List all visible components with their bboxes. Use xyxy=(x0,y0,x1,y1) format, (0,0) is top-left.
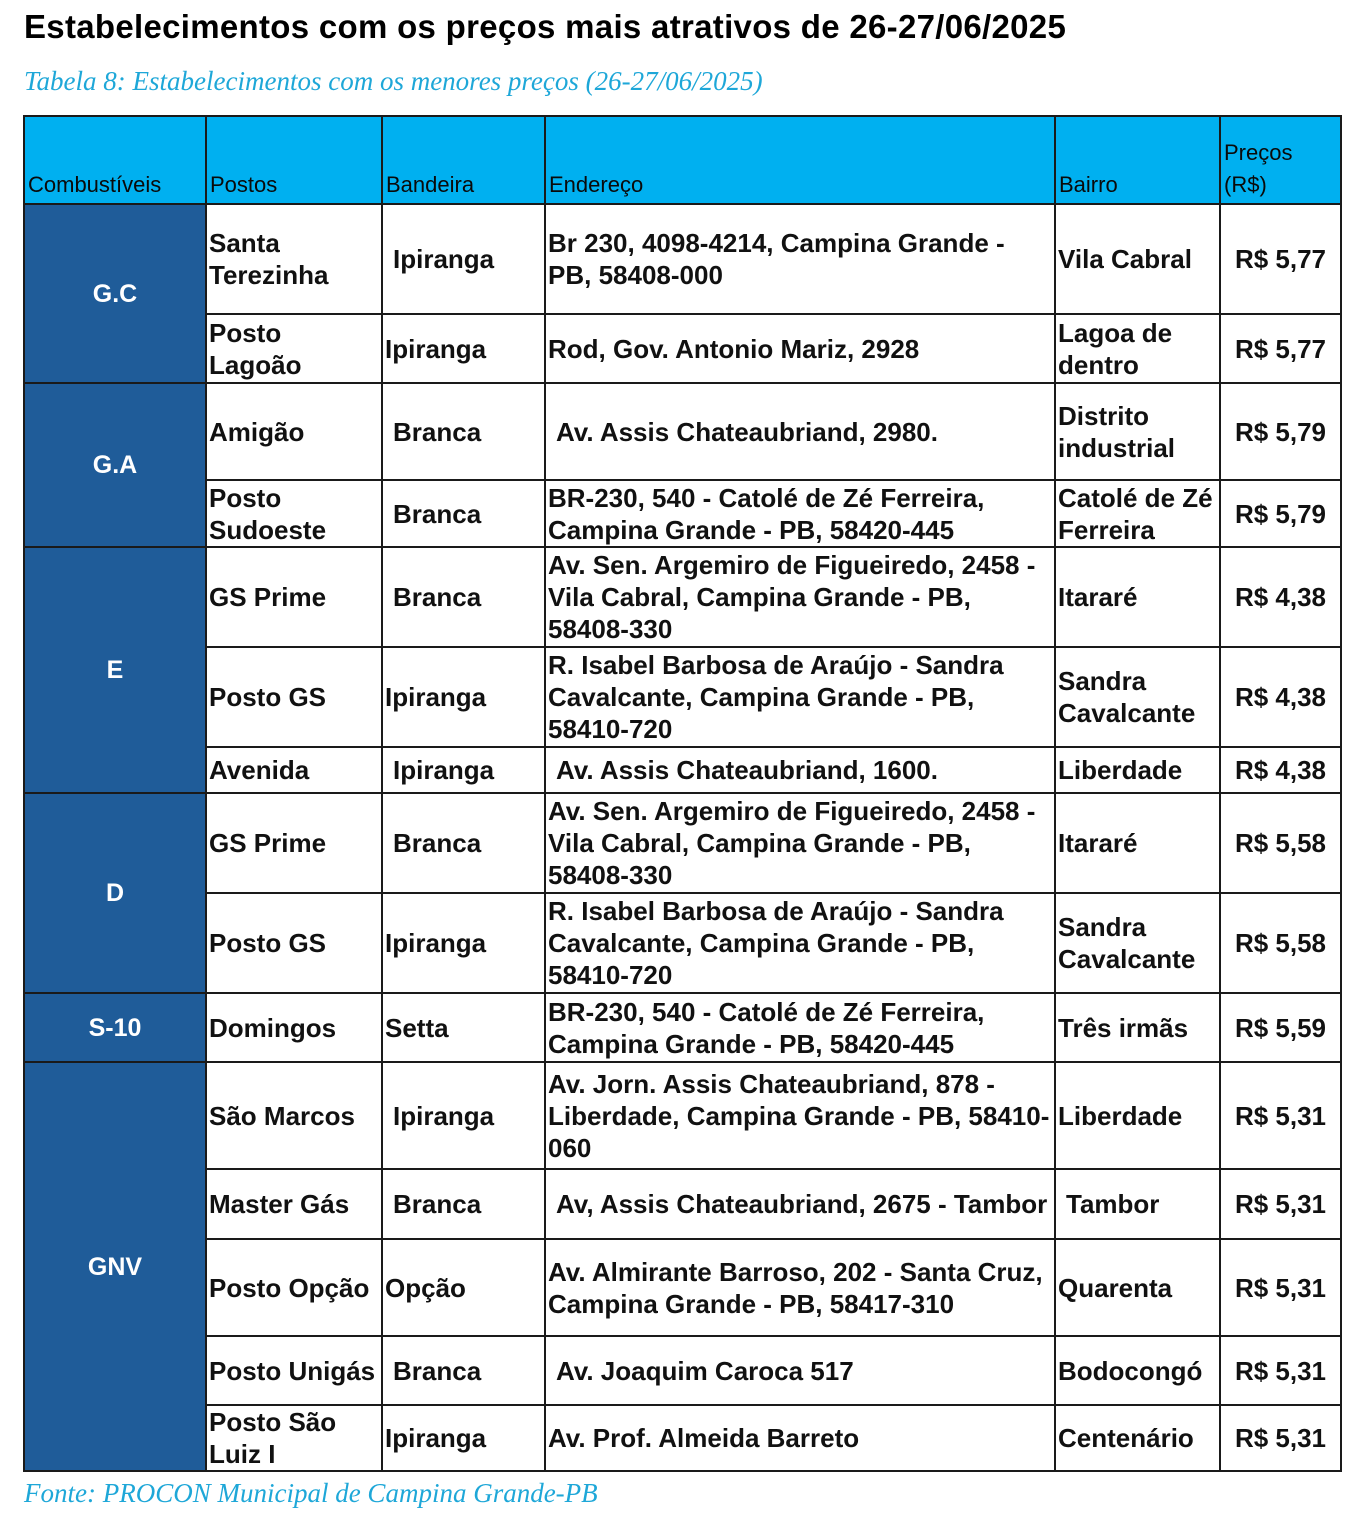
posto-cell: São Marcos xyxy=(206,1062,382,1169)
endereco-cell: Av. Assis Chateaubriand, 1600. xyxy=(545,747,1055,793)
endereco-cell: Av. Sen. Argemiro de Figueiredo, 2458 - Vila Cabral, Campina Grande - PB, 58408-330 xyxy=(545,793,1055,893)
header-precos: Preços (R$) xyxy=(1220,116,1341,204)
bairro-cell: Bodocongó xyxy=(1055,1336,1220,1405)
endereco-cell: R. Isabel Barbosa de Araújo - Sandra Cavalcante, Campina Grande - PB, 58410-720 xyxy=(545,893,1055,993)
endereco-cell: Br 230, 4098-4214, Campina Grande - PB, 58408-000 xyxy=(545,204,1055,314)
preco-cell: R$ 5,31 xyxy=(1220,1169,1341,1239)
endereco-cell: Av, Assis Chateaubriand, 2675 - Tambor xyxy=(545,1169,1055,1239)
bandeira-cell: Branca xyxy=(382,547,545,647)
bairro-cell: Itararé xyxy=(1055,547,1220,647)
preco-cell: R$ 5,58 xyxy=(1220,793,1341,893)
posto-cell: Posto GS xyxy=(206,893,382,993)
table-row xyxy=(24,647,1341,747)
bairro-cell: Liberdade xyxy=(1055,1062,1220,1169)
bairro-cell: Liberdade xyxy=(1055,747,1220,793)
preco-cell: R$ 5,79 xyxy=(1220,480,1341,547)
endereco-cell: Rod, Gov. Antonio Mariz, 2928 xyxy=(545,314,1055,383)
bandeira-cell: Opção xyxy=(382,1239,545,1336)
preco-cell: R$ 5,59 xyxy=(1220,993,1341,1062)
preco-cell: R$ 4,38 xyxy=(1220,747,1341,793)
posto-cell: Posto Sudoeste xyxy=(206,480,382,547)
bandeira-cell: Branca xyxy=(382,1169,545,1239)
fuel-cell: GNV xyxy=(24,1062,206,1471)
table-row xyxy=(24,1336,1341,1405)
table-row xyxy=(24,793,1341,893)
bandeira-cell: Ipiranga xyxy=(382,1405,545,1471)
fuel-cell: G.C xyxy=(24,204,206,383)
preco-cell: R$ 5,31 xyxy=(1220,1336,1341,1405)
endereco-cell: Av. Jorn. Assis Chateaubriand, 878 - Liberdade, Campina Grande - PB, 58410-060 xyxy=(545,1062,1055,1169)
table-row xyxy=(24,547,1341,647)
page-title: Estabelecimentos com os preços mais atrativos de 26-27/06/2025 xyxy=(24,8,1067,45)
fuel-cell: D xyxy=(24,793,206,993)
posto-cell: Posto Unigás xyxy=(206,1336,382,1405)
posto-cell: Amigão xyxy=(206,383,382,480)
preco-cell: R$ 5,31 xyxy=(1220,1405,1341,1471)
bandeira-cell: Ipiranga xyxy=(382,647,545,747)
posto-cell: GS Prime xyxy=(206,547,382,647)
bairro-cell: Catolé de Zé Ferreira xyxy=(1055,480,1220,547)
bandeira-cell: Setta xyxy=(382,993,545,1062)
preco-cell: R$ 5,31 xyxy=(1220,1062,1341,1169)
header-combustiveis: Combustíveis xyxy=(24,116,206,204)
bairro-cell: Centenário xyxy=(1055,1405,1220,1471)
bandeira-cell: Branca xyxy=(382,1336,545,1405)
bandeira-cell: Ipiranga xyxy=(382,893,545,993)
table-row xyxy=(24,204,1341,314)
table-row xyxy=(24,1239,1341,1336)
table-row xyxy=(24,893,1341,993)
endereco-cell: Av. Assis Chateaubriand, 2980. xyxy=(545,383,1055,480)
preco-cell: R$ 5,79 xyxy=(1220,383,1341,480)
posto-cell: Posto São Luiz I xyxy=(206,1405,382,1471)
table-caption: Tabela 8: Estabelecimentos com os menores preços (26-27/06/2025) xyxy=(24,66,763,96)
header-endereco: Endereço xyxy=(545,116,1055,204)
posto-cell: Avenida xyxy=(206,747,382,793)
posto-cell: Posto GS xyxy=(206,647,382,747)
table-row xyxy=(24,314,1341,383)
table-row xyxy=(24,1405,1341,1471)
source-note: Fonte: PROCON Municipal de Campina Grande-PB xyxy=(24,1478,598,1508)
bairro-cell: Tambor xyxy=(1055,1169,1220,1239)
bandeira-cell: Ipiranga xyxy=(382,314,545,383)
header-bandeira: Bandeira xyxy=(382,116,545,204)
bairro-cell: Itararé xyxy=(1055,793,1220,893)
endereco-cell: R. Isabel Barbosa de Araújo - Sandra Cavalcante, Campina Grande - PB, 58410-720 xyxy=(545,647,1055,747)
preco-cell: R$ 4,38 xyxy=(1220,647,1341,747)
bandeira-cell: Branca xyxy=(382,383,545,480)
posto-cell: GS Prime xyxy=(206,793,382,893)
bairro-cell: Três irmãs xyxy=(1055,993,1220,1062)
table-row xyxy=(24,480,1341,547)
header-postos: Postos xyxy=(206,116,382,204)
fuel-cell: E xyxy=(24,547,206,793)
prices-table xyxy=(23,115,1342,1472)
posto-cell: Santa Terezinha xyxy=(206,204,382,314)
posto-cell: Domingos xyxy=(206,993,382,1062)
endereco-cell: BR-230, 540 - Catolé de Zé Ferreira, Campina Grande - PB, 58420-445 xyxy=(545,993,1055,1062)
bairro-cell: Vila Cabral xyxy=(1055,204,1220,314)
endereco-cell: BR-230, 540 - Catolé de Zé Ferreira, Campina Grande - PB, 58420-445 xyxy=(545,480,1055,547)
table-row xyxy=(24,1062,1341,1169)
preco-cell: R$ 5,58 xyxy=(1220,893,1341,993)
bairro-cell: Lagoa de dentro xyxy=(1055,314,1220,383)
table-row xyxy=(24,993,1341,1062)
bandeira-cell: Branca xyxy=(382,793,545,893)
posto-cell: Master Gás xyxy=(206,1169,382,1239)
endereco-cell: Av. Sen. Argemiro de Figueiredo, 2458 - Vila Cabral, Campina Grande - PB, 58408-330 xyxy=(545,547,1055,647)
bairro-cell: Sandra Cavalcante xyxy=(1055,647,1220,747)
bandeira-cell: Ipiranga xyxy=(382,1062,545,1169)
bairro-cell: Distrito industrial xyxy=(1055,383,1220,480)
endereco-cell: Av. Prof. Almeida Barreto xyxy=(545,1405,1055,1471)
fuel-cell: S-10 xyxy=(24,993,206,1062)
posto-cell: Posto Lagoão xyxy=(206,314,382,383)
bandeira-cell: Branca xyxy=(382,480,545,547)
table-row xyxy=(24,383,1341,480)
table-header-row xyxy=(24,116,1341,204)
preco-cell: R$ 4,38 xyxy=(1220,547,1341,647)
fuel-cell: G.A xyxy=(24,383,206,547)
header-bairro: Bairro xyxy=(1055,116,1220,204)
preco-cell: R$ 5,77 xyxy=(1220,204,1341,314)
endereco-cell: Av. Almirante Barroso, 202 - Santa Cruz, Campina Grande - PB, 58417-310 xyxy=(545,1239,1055,1336)
table-row xyxy=(24,747,1341,793)
preco-cell: R$ 5,77 xyxy=(1220,314,1341,383)
preco-cell: R$ 5,31 xyxy=(1220,1239,1341,1336)
table-row xyxy=(24,1169,1341,1239)
endereco-cell: Av. Joaquim Caroca 517 xyxy=(545,1336,1055,1405)
bandeira-cell: Ipiranga xyxy=(382,747,545,793)
posto-cell: Posto Opção xyxy=(206,1239,382,1336)
bairro-cell: Quarenta xyxy=(1055,1239,1220,1336)
bairro-cell: Sandra Cavalcante xyxy=(1055,893,1220,993)
bandeira-cell: Ipiranga xyxy=(382,204,545,314)
